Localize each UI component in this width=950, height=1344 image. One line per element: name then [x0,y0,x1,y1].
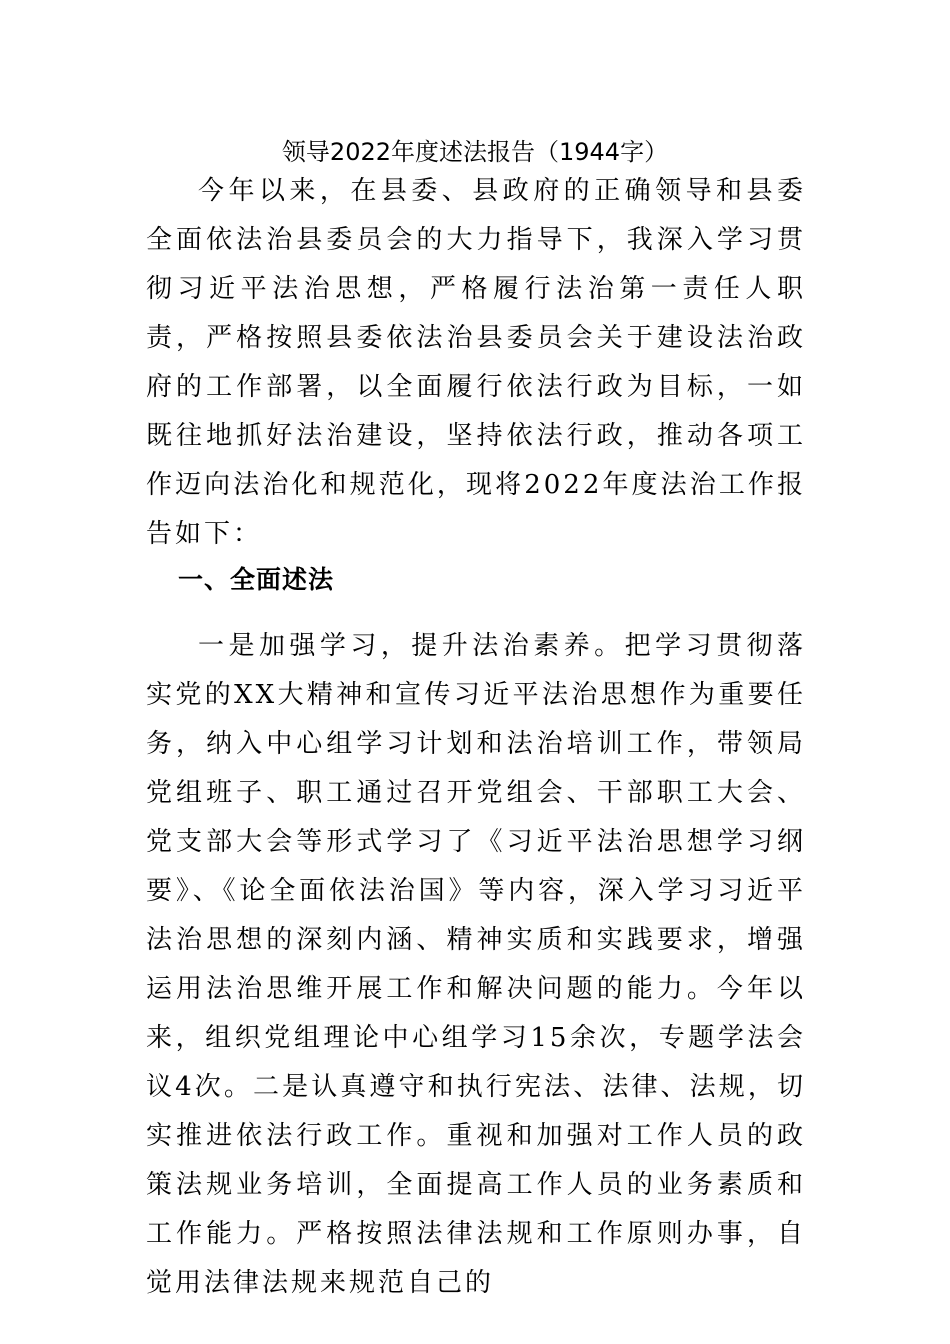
section-heading: 一、全面述法 [178,565,335,594]
intro-paragraph: 今年以来，在县委、县政府的正确领导和县委全面依法治县委员会的大力指导下，我深入学习贯彻习近平法治思想，严格履行法治第一责任人职责，严格按照县委依法治县委员会关于建设法治政府的工作部署，以全面履行依法行政为目标，一如既往地抓好法治建设，坚持依法行政，推动各项工作迈向法治化和规范化，现将2022年度法治工作报告如下： [146,176,806,549]
document-title: 领导2022年度述法报告（1944字） [281,138,669,166]
section-paragraph: 一是加强学习，提升法治素养。把学习贯彻落实党的XX大精神和宣传习近平法治思想作为重要任务，纳入中心组学习计划和法治培训工作，带领局党组班子、职工通过召开党组会、干部职工大会、党支部大会等形式学习了《习近平法治思想学习纲要》、《论全面依法治国》等内容，深入学习习近平法治思想的深刻内涵、精神实质和实践要求，增强运用法治思维开展工作和解决问题的能力。今年以来，组织党组理论中心组学习15余次，专题学法会议4次。二是认真遵守和执行宪法、法律、法规，切实推进依法行政工作。重视和加强对工作人员的政策法规业务培训，全面提高工作人员的业务素质和工作能力。严格按照法律法规和工作原则办事，自觉用法律法规来规范自己的 [146,631,806,1298]
